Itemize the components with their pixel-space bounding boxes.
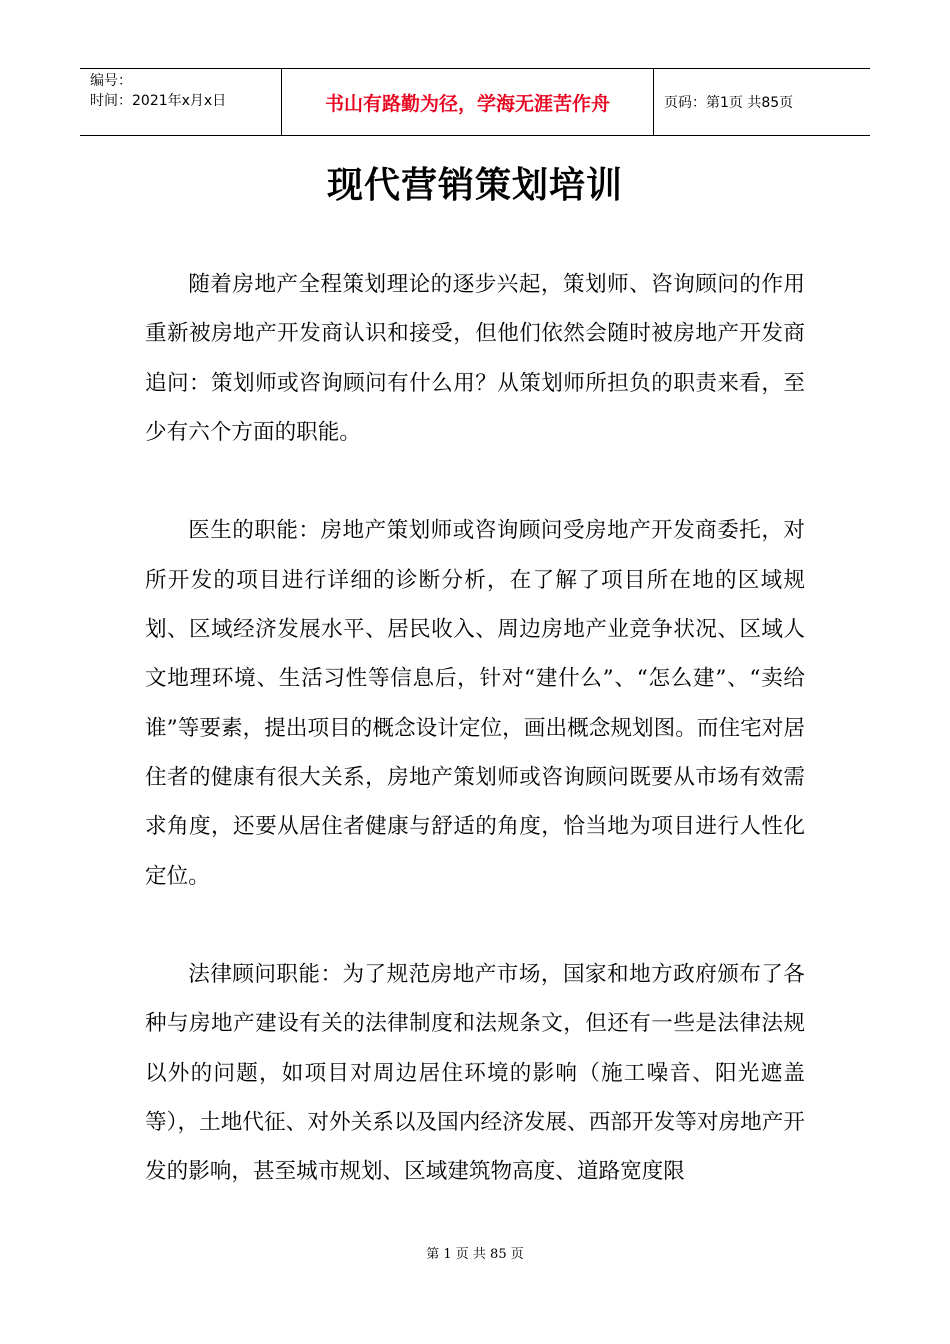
- time-label: 时间：2021年x月x日: [90, 93, 227, 109]
- header-page-info-cell: [654, 69, 870, 135]
- number-label: 编号：: [90, 73, 132, 89]
- paragraph-doctor-role: 医生的职能：房地产策划师或咨询顾问受房地产开发商委托，对所开发的项目进行详细的诊断分析，在了解了项目所在地的区域规划、区域经济发展水平、居民收入、周边房地产业竞争状况、区域人文地理环境、生活习性等信息后，针对“建什么”、“怎么建”、“卖给谁”等要素，提出项目的概念设计定位，画出概念规划图。而住宅对居住者的健康有很大关系，房地产策划师或咨询顾问既要从市场有效需求角度，还要从居住者健康与舒适的角度，恰当地为项目进行人性化定位。: [145, 518, 805, 889]
- document-title: 现代营销策划培训: [326, 165, 623, 206]
- header-motto-cell: [282, 69, 654, 135]
- header-meta: [80, 69, 282, 135]
- page-footer: 第 1 页 共 85 页: [426, 1247, 524, 1262]
- paragraph-intro: 随着房地产全程策划理论的逐步兴起，策划师、咨询顾问的作用重新被房地产开发商认识和接受，但他们依然会随时被房地产开发商追问：策划师或咨询顾问有什么用？从策划师所担负的职责来看，至少有六个方面的职能。: [145, 272, 805, 445]
- paragraph-legal-role: 法律顾问职能：为了规范房地产市场，国家和地方政府颁布了各种与房地产建设有关的法律制度和法规条文，但还有一些是法律法规以外的问题，如项目对周边居住环境的影响（施工噪音、阳光遮盖等），土地代征、对外关系以及国内经济发展、西部开发等对房地产开发的影响，甚至城市规划、区域建筑物高度、道路宽度限: [145, 962, 805, 1185]
- document-body: [145, 260, 805, 1246]
- header-page-info: 页码：第1页 共85页: [664, 95, 794, 111]
- header-motto: 书山有路勤为径，学海无涯苦作舟: [324, 92, 610, 115]
- document-header: [80, 68, 870, 136]
